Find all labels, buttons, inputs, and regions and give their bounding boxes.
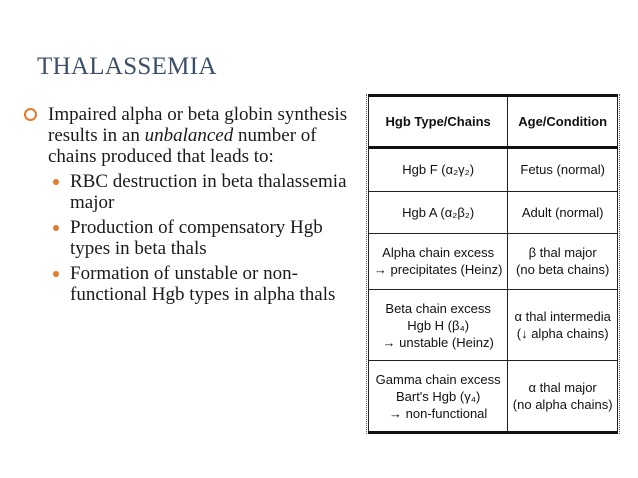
dot-bullet-icon xyxy=(53,225,59,231)
cell-line: α thal major xyxy=(528,380,597,396)
main-bullet xyxy=(24,104,359,305)
table-row xyxy=(369,361,618,433)
cell-line: Hgb A (α₂β₂) xyxy=(402,204,475,220)
sub-bullet xyxy=(48,263,359,305)
cell-condition xyxy=(508,148,618,191)
sub-bullet-text: Formation of unstable or non-functional Hgb types in alpha thals xyxy=(70,263,336,305)
dot-bullet-icon xyxy=(53,271,59,277)
table-row xyxy=(369,148,618,191)
main-bullet-text-start: Impaired alpha or beta globin synthesis results in an xyxy=(48,104,348,146)
cell-condition xyxy=(508,191,618,233)
table-row xyxy=(369,290,618,361)
cell-line: β thal major xyxy=(528,245,597,261)
ring-bullet-icon xyxy=(24,108,37,121)
sub-bullet-text: Production of compensatory Hgb types in beta thals xyxy=(70,217,323,259)
slide-title: THALASSEMIA xyxy=(37,53,217,80)
sub-bullet xyxy=(48,217,359,259)
cell-line: Gamma chain excess xyxy=(375,371,501,387)
cell-hgb-type xyxy=(369,233,508,290)
cell-hgb-type xyxy=(369,191,508,233)
cell-hgb-type xyxy=(369,290,508,361)
cell-line: α thal intermedia xyxy=(514,309,611,325)
table-row xyxy=(369,233,618,290)
sub-bullet xyxy=(48,171,359,213)
dot-bullet-icon xyxy=(53,179,59,185)
cell-line: Alpha chain excess xyxy=(382,245,495,261)
table-row xyxy=(369,191,618,233)
cell-line: → unstable (Heinz) xyxy=(382,334,494,350)
hgb-table xyxy=(368,94,618,434)
table-edge-right xyxy=(619,94,621,434)
cell-condition xyxy=(508,361,618,433)
cell-line: Hgb F (α₂γ₂) xyxy=(402,162,475,178)
table-header-row xyxy=(369,96,618,148)
cell-condition xyxy=(508,233,618,290)
cell-line: (no beta chains) xyxy=(516,262,610,278)
cell-line: (no alpha chains) xyxy=(512,397,613,413)
cell-line: → precipitates (Heinz) xyxy=(373,262,503,278)
cell-line: Fetus (normal) xyxy=(520,162,605,178)
cell-line: (↓ alpha chains) xyxy=(516,326,609,342)
header-age-condition: Age/Condition xyxy=(508,96,618,148)
main-bullet-text-end: number of chains produced that leads to: xyxy=(48,125,317,167)
cell-line: Bart's Hgb (γ₄) xyxy=(395,388,481,404)
header-hgb-type: Hgb Type/Chains xyxy=(369,96,508,148)
sub-bullet-text: RBC destruction in beta thalassemia major xyxy=(70,171,347,213)
cell-condition xyxy=(508,290,618,361)
sub-bullet-list xyxy=(48,171,359,305)
bullet-list xyxy=(24,104,359,305)
main-bullet-emphasis: unbalanced xyxy=(144,125,234,146)
cell-hgb-type xyxy=(369,361,508,433)
cell-line: → non-functional xyxy=(389,405,488,421)
cell-hgb-type xyxy=(369,148,508,191)
cell-line: Beta chain excess xyxy=(385,300,491,316)
cell-line: Adult (normal) xyxy=(521,204,604,220)
cell-line: Hgb H (β₄) xyxy=(407,317,470,333)
